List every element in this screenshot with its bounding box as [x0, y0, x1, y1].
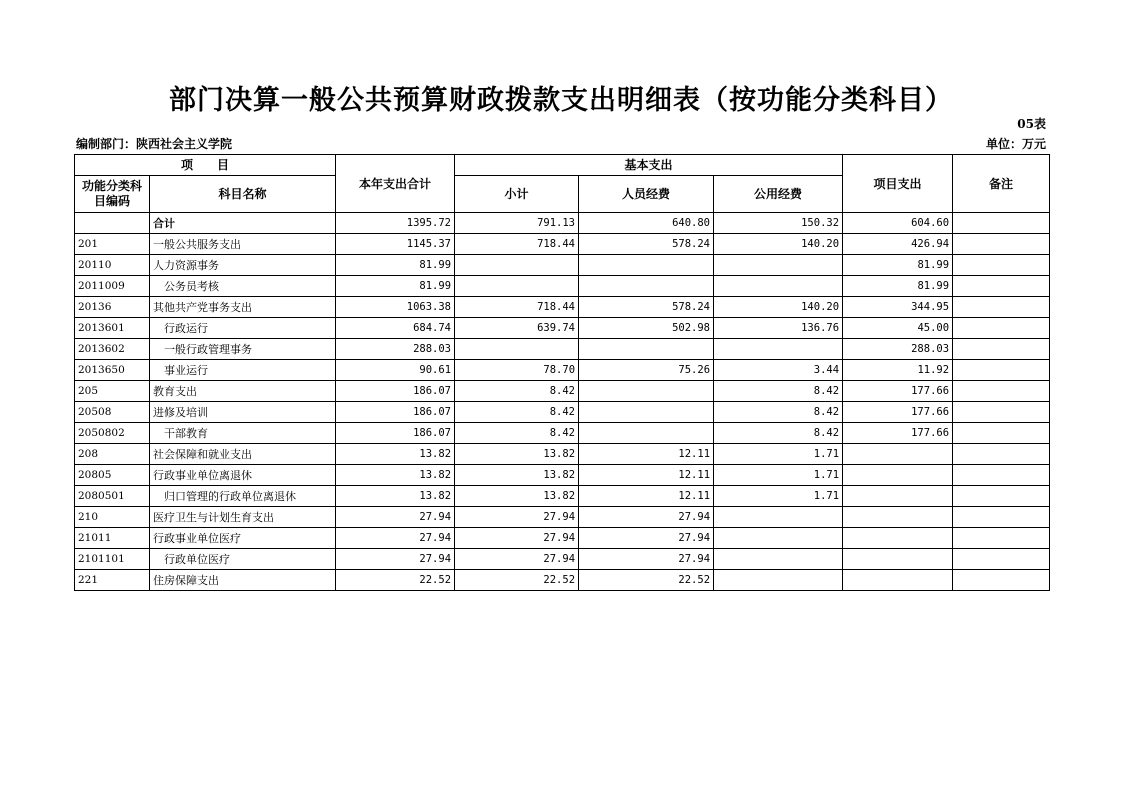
table-row — [75, 360, 1050, 381]
cell-public: 1.71 — [714, 444, 843, 465]
cell-personnel — [579, 402, 714, 423]
cell-subtotal: 718.44 — [455, 297, 579, 318]
cell-project: 81.99 — [843, 255, 953, 276]
header-remark: 备注 — [953, 155, 1050, 213]
cell-total: 27.94 — [336, 507, 455, 528]
cell-name: 归口管理的行政单位离退休 — [150, 486, 336, 507]
cell-remark — [953, 486, 1050, 507]
cell-public: 150.32 — [714, 213, 843, 234]
cell-remark — [953, 381, 1050, 402]
cell-code — [75, 213, 150, 234]
cell-total: 13.82 — [336, 486, 455, 507]
cell-total: 1063.38 — [336, 297, 455, 318]
cell-personnel: 27.94 — [579, 528, 714, 549]
cell-name: 一般公共服务支出 — [150, 234, 336, 255]
page-title: 部门决算一般公共预算财政拨款支出明细表（按功能分类科目） — [169, 85, 953, 116]
table-row — [75, 444, 1050, 465]
cell-subtotal: 27.94 — [455, 549, 579, 570]
cell-total: 22.52 — [336, 570, 455, 591]
cell-code: 20805 — [75, 465, 150, 486]
cell-total: 13.82 — [336, 465, 455, 486]
table-body — [75, 213, 1050, 591]
cell-code: 2080501 — [75, 486, 150, 507]
cell-remark — [953, 528, 1050, 549]
cell-name: 行政单位医疗 — [150, 549, 336, 570]
cell-code: 2013602 — [75, 339, 150, 360]
header-name: 科目名称 — [150, 176, 336, 213]
table-row — [75, 318, 1050, 339]
cell-remark — [953, 549, 1050, 570]
cell-subtotal: 8.42 — [455, 423, 579, 444]
cell-code: 208 — [75, 444, 150, 465]
cell-personnel — [579, 423, 714, 444]
cell-name: 事业运行 — [150, 360, 336, 381]
cell-code: 2101101 — [75, 549, 150, 570]
cell-code: 201 — [75, 234, 150, 255]
cell-personnel: 12.11 — [579, 465, 714, 486]
header-project: 项目支出 — [843, 155, 953, 213]
cell-total: 13.82 — [336, 444, 455, 465]
table-row — [75, 213, 1050, 234]
cell-project: 426.94 — [843, 234, 953, 255]
table-row — [75, 549, 1050, 570]
cell-personnel: 27.94 — [579, 507, 714, 528]
cell-name: 行政事业单位离退休 — [150, 465, 336, 486]
cell-remark — [953, 507, 1050, 528]
cell-subtotal: 27.94 — [455, 507, 579, 528]
cell-project: 177.66 — [843, 402, 953, 423]
cell-remark — [953, 255, 1050, 276]
cell-subtotal: 8.42 — [455, 402, 579, 423]
cell-total: 27.94 — [336, 549, 455, 570]
cell-code: 20136 — [75, 297, 150, 318]
table-row — [75, 276, 1050, 297]
table-row — [75, 423, 1050, 444]
cell-public — [714, 528, 843, 549]
cell-total: 81.99 — [336, 276, 455, 297]
cell-public: 140.20 — [714, 234, 843, 255]
cell-total: 1395.72 — [336, 213, 455, 234]
cell-total: 1145.37 — [336, 234, 455, 255]
cell-name: 干部教育 — [150, 423, 336, 444]
cell-project: 11.92 — [843, 360, 953, 381]
cell-personnel: 12.11 — [579, 486, 714, 507]
cell-public — [714, 570, 843, 591]
table-row — [75, 297, 1050, 318]
table-row — [75, 528, 1050, 549]
cell-subtotal: 8.42 — [455, 381, 579, 402]
cell-remark — [953, 234, 1050, 255]
cell-project: 288.03 — [843, 339, 953, 360]
cell-project — [843, 570, 953, 591]
cell-name: 住房保障支出 — [150, 570, 336, 591]
cell-public: 140.20 — [714, 297, 843, 318]
cell-subtotal — [455, 255, 579, 276]
cell-code: 221 — [75, 570, 150, 591]
cell-code: 20110 — [75, 255, 150, 276]
cell-project — [843, 486, 953, 507]
cell-project: 344.95 — [843, 297, 953, 318]
header-code: 功能分类科目编码 — [75, 176, 150, 213]
cell-remark — [953, 339, 1050, 360]
header-basic: 基本支出 — [455, 155, 843, 176]
cell-personnel — [579, 381, 714, 402]
cell-personnel: 27.94 — [579, 549, 714, 570]
cell-remark — [953, 423, 1050, 444]
cell-subtotal: 718.44 — [455, 234, 579, 255]
cell-name: 其他共产党事务支出 — [150, 297, 336, 318]
cell-name: 社会保障和就业支出 — [150, 444, 336, 465]
cell-personnel: 22.52 — [579, 570, 714, 591]
cell-personnel: 12.11 — [579, 444, 714, 465]
cell-subtotal — [455, 276, 579, 297]
cell-name: 公务员考核 — [150, 276, 336, 297]
cell-remark — [953, 213, 1050, 234]
cell-public: 3.44 — [714, 360, 843, 381]
cell-project — [843, 444, 953, 465]
unit-label: 单位：万元 — [985, 137, 1046, 151]
cell-subtotal: 13.82 — [455, 486, 579, 507]
cell-total: 288.03 — [336, 339, 455, 360]
cell-project — [843, 507, 953, 528]
cell-total: 27.94 — [336, 528, 455, 549]
cell-name: 教育支出 — [150, 381, 336, 402]
cell-name: 进修及培训 — [150, 402, 336, 423]
cell-name: 行政事业单位医疗 — [150, 528, 336, 549]
cell-public: 1.71 — [714, 486, 843, 507]
cell-public: 136.76 — [714, 318, 843, 339]
expenditure-table — [74, 154, 1050, 591]
cell-code: 2050802 — [75, 423, 150, 444]
cell-code: 20508 — [75, 402, 150, 423]
cell-project: 45.00 — [843, 318, 953, 339]
cell-project: 81.99 — [843, 276, 953, 297]
table-row — [75, 255, 1050, 276]
cell-public — [714, 255, 843, 276]
table-row — [75, 570, 1050, 591]
cell-remark — [953, 360, 1050, 381]
cell-subtotal: 13.82 — [455, 444, 579, 465]
table-row — [75, 486, 1050, 507]
cell-code: 210 — [75, 507, 150, 528]
cell-personnel: 578.24 — [579, 297, 714, 318]
cell-personnel: 75.26 — [579, 360, 714, 381]
cell-remark — [953, 402, 1050, 423]
cell-name: 行政运行 — [150, 318, 336, 339]
table-row — [75, 234, 1050, 255]
cell-subtotal: 27.94 — [455, 528, 579, 549]
cell-name: 合计 — [150, 213, 336, 234]
cell-public: 8.42 — [714, 402, 843, 423]
department-label: 编制部门：陕西社会主义学院 — [76, 137, 233, 151]
form-number: 05表 — [1017, 117, 1046, 131]
cell-subtotal: 791.13 — [455, 213, 579, 234]
header-item: 项 目 — [75, 155, 336, 176]
cell-public: 8.42 — [714, 423, 843, 444]
cell-subtotal: 639.74 — [455, 318, 579, 339]
cell-total: 186.07 — [336, 423, 455, 444]
cell-public — [714, 339, 843, 360]
table-row — [75, 465, 1050, 486]
cell-personnel: 502.98 — [579, 318, 714, 339]
table-row — [75, 339, 1050, 360]
cell-personnel: 578.24 — [579, 234, 714, 255]
cell-project — [843, 528, 953, 549]
cell-subtotal: 13.82 — [455, 465, 579, 486]
cell-project — [843, 549, 953, 570]
cell-code: 205 — [75, 381, 150, 402]
table-row — [75, 381, 1050, 402]
cell-subtotal: 78.70 — [455, 360, 579, 381]
cell-public — [714, 549, 843, 570]
cell-name: 一般行政管理事务 — [150, 339, 336, 360]
cell-public: 1.71 — [714, 465, 843, 486]
table-row — [75, 402, 1050, 423]
cell-remark — [953, 570, 1050, 591]
cell-remark — [953, 465, 1050, 486]
header-personnel: 人员经费 — [579, 176, 714, 213]
cell-subtotal: 22.52 — [455, 570, 579, 591]
cell-total: 684.74 — [336, 318, 455, 339]
header-subtotal: 小计 — [455, 176, 579, 213]
cell-project: 177.66 — [843, 423, 953, 444]
cell-code: 2011009 — [75, 276, 150, 297]
cell-code: 2013650 — [75, 360, 150, 381]
cell-project: 604.60 — [843, 213, 953, 234]
header-public: 公用经费 — [714, 176, 843, 213]
cell-personnel — [579, 255, 714, 276]
cell-remark — [953, 276, 1050, 297]
cell-personnel — [579, 276, 714, 297]
cell-public — [714, 507, 843, 528]
table-row — [75, 507, 1050, 528]
cell-public — [714, 276, 843, 297]
cell-remark — [953, 444, 1050, 465]
cell-code: 2013601 — [75, 318, 150, 339]
cell-remark — [953, 318, 1050, 339]
cell-total: 90.61 — [336, 360, 455, 381]
cell-name: 医疗卫生与计划生育支出 — [150, 507, 336, 528]
cell-subtotal — [455, 339, 579, 360]
cell-personnel — [579, 339, 714, 360]
cell-remark — [953, 297, 1050, 318]
cell-total: 186.07 — [336, 381, 455, 402]
cell-project: 177.66 — [843, 381, 953, 402]
cell-code: 21011 — [75, 528, 150, 549]
cell-total: 186.07 — [336, 402, 455, 423]
cell-name: 人力资源事务 — [150, 255, 336, 276]
cell-public: 8.42 — [714, 381, 843, 402]
cell-total: 81.99 — [336, 255, 455, 276]
cell-personnel: 640.80 — [579, 213, 714, 234]
cell-project — [843, 465, 953, 486]
header-total: 本年支出合计 — [336, 155, 455, 213]
